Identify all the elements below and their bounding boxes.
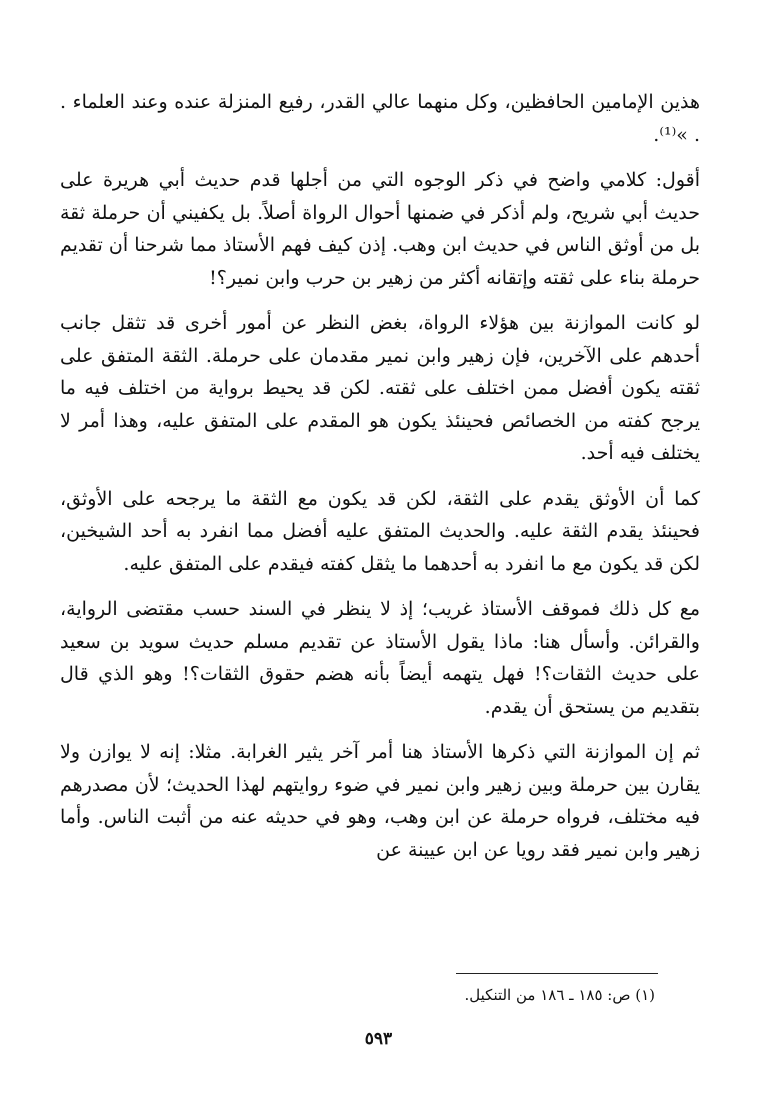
page-body (60, 86, 700, 879)
footnote-divider (456, 973, 658, 974)
paragraph-3: لو كانت الموازنة بين هؤلاء الرواة، بغض النظر عن أمور أخرى قد تثقل جانب أحدهم على الآخرين، فإن زهير وابن نمير مقدمان على حرملة. الثقة المتفق على ثقته يكون أفضل ممن اختلف على ثقته. لكن قد يحيط برواية من اختلف فيه ما يرجح كفته من الخصائص فحينئذ يكون هو المقدم على المتفق عليه، وهذا أمر لا يختلف فيه أحد. (60, 312, 700, 464)
page-number: ٥٩٣ (364, 1029, 393, 1049)
paragraph-2: أقول: كلامي واضح في ذكر الوجوه التي من أجلها قدم حديث أبي هريرة على حديث أبي شريح، ولم أذكر في ضمنها أحوال الرواة أصلاً. بل يكفيني أن حرملة ثقة بل من أوثق الناس في حديث ابن وهب. إذن كيف فهم الأستاذ مما شرحنا أن تقديم حرملة بناء على ثقته وإتقانه أكثر من زهير بن حرب وابن نمير؟! (60, 169, 700, 289)
paragraph-1: هذين الإمامين الحافظين، وكل منهما عالي القدر، رفيع المنزلة عنده وعند العلماء . . »⁽¹⁾. (60, 91, 700, 146)
footnote: (١) ص: ١٨٥ ـ ١٨٦ من التنكيل. (464, 986, 655, 1004)
paragraph-6: ثم إن الموازنة التي ذكرها الأستاذ هنا أمر آخر يثير الغرابة. مثلا: إنه لا يوازن ولا يقارن بين حرملة وبين زهير وابن نمير في ضوء روايتهم لهذا الحديث؛ لأن مصدرهم فيه مختلف، فرواه حرملة عن ابن وهب، وهو في حديثه عنه من أثبت الناس. وأما زهير وابن نمير فقد رويا عن ابن عيينة عن (60, 741, 700, 861)
paragraph-5: مع كل ذلك فموقف الأستاذ غريب؛ إذ لا ينظر في السند حسب مقتضى الرواية، والقرائن. وأسأل هنا: ماذا يقول الأستاذ عن تقديم مسلم حديث سويد بن سعيد على حديث الثقات؟! فهل يتهمه أيضاً بأنه هضم حقوق الثقات؟! وهو الذي قال بتقديم من يستحق أن يقدم. (60, 598, 700, 718)
paragraph-4: كما أن الأوثق يقدم على الثقة، لكن قد يكون مع الثقة ما يرجحه على الأوثق، فحينئذ يقدم الثقة عليه. والحديث المتفق عليه أفضل مما انفرد به أحد الشيخين، لكن قد يكون مع ما انفرد به أحدهما ما يثقل كفته فيقدم على المتفق عليه. (60, 487, 700, 575)
